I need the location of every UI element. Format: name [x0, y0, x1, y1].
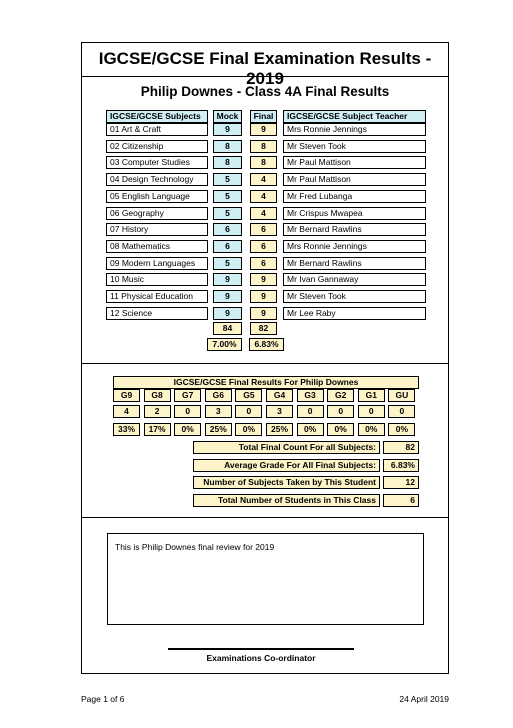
mock-grade: 9 [213, 290, 242, 303]
subject-name: 05 English Language [106, 190, 208, 203]
report-title: IGCSE/GCSE Final Examination Results - 2019 [98, 49, 432, 88]
mock-grade: 6 [213, 240, 242, 253]
teacher-header: IGCSE/GCSE Subject Teacher [283, 110, 426, 123]
subject-name: 07 History [106, 223, 208, 236]
subject-name: 06 Geography [106, 207, 208, 220]
mock-total: 84 [213, 322, 242, 335]
stat-label: Total Number of Students in This Class [193, 494, 380, 507]
final-grade: 4 [250, 173, 277, 186]
stat-value: 12 [383, 476, 419, 489]
mock-header: Mock [213, 110, 242, 123]
subject-name: 01 Art & Craft [106, 123, 208, 136]
subject-name: 04 Design Technology [106, 173, 208, 186]
subject-teacher: Mr Crispus Mwapea [283, 207, 426, 220]
subject-name: 02 Citizenship [106, 140, 208, 153]
mock-average: 7.00% [207, 338, 242, 351]
report-subtitle: Philip Downes - Class 4A Final Results [140, 84, 390, 99]
final-total: 82 [250, 322, 277, 335]
mock-grade: 9 [213, 123, 242, 136]
grade-label: G5 [235, 389, 262, 402]
final-header: Final [250, 110, 277, 123]
grade-percent: 17% [144, 423, 171, 436]
grade-percent: 0% [388, 423, 415, 436]
stat-value: 6.83% [383, 459, 419, 472]
mock-grade: 5 [213, 207, 242, 220]
stat-value: 6 [383, 494, 419, 507]
grade-label: G4 [266, 389, 293, 402]
footer-date: 24 April 2019 [399, 694, 449, 704]
stat-label: Average Grade For All Final Subjects: [193, 459, 380, 472]
subject-name: 08 Mathematics [106, 240, 208, 253]
grade-count: 3 [266, 405, 293, 418]
grade-percent: 25% [205, 423, 232, 436]
subject-teacher: Mr Paul Mattison [283, 156, 426, 169]
grade-count: 0 [327, 405, 354, 418]
grade-count: 0 [174, 405, 201, 418]
final-grade: 8 [250, 140, 277, 153]
final-grade: 9 [250, 290, 277, 303]
final-grade: 9 [250, 123, 277, 136]
grade-label: G8 [144, 389, 171, 402]
grade-percent: 33% [113, 423, 140, 436]
stat-label: Number of Subjects Taken by This Student [193, 476, 380, 489]
subject-teacher: Mr Steven Took [283, 290, 426, 303]
subject-teacher: Mr Paul Mattison [283, 173, 426, 186]
mock-grade: 9 [213, 273, 242, 286]
subject-teacher: Mr Bernard Rawlins [283, 223, 426, 236]
grade-summary-title: IGCSE/GCSE Final Results For Philip Downes [113, 376, 419, 389]
grade-count: 2 [144, 405, 171, 418]
grade-label: G2 [327, 389, 354, 402]
subject-teacher: Mrs Ronnie Jennings [283, 240, 426, 253]
grade-label: GU [388, 389, 415, 402]
grade-count: 0 [388, 405, 415, 418]
grade-percent: 0% [297, 423, 324, 436]
final-average: 6.83% [249, 338, 284, 351]
subject-teacher: Mr Steven Took [283, 140, 426, 153]
grade-percent: 25% [266, 423, 293, 436]
grade-percent: 0% [174, 423, 201, 436]
subject-name: 10 Music [106, 273, 208, 286]
grade-percent: 0% [327, 423, 354, 436]
final-grade: 6 [250, 257, 277, 270]
final-grade: 9 [250, 273, 277, 286]
mock-grade: 9 [213, 307, 242, 320]
section-divider-1 [81, 363, 449, 364]
grade-count: 4 [113, 405, 140, 418]
subjects-header: IGCSE/GCSE Subjects [106, 110, 208, 123]
mock-grade: 8 [213, 140, 242, 153]
stat-value: 82 [383, 441, 419, 454]
section-divider-2 [81, 517, 449, 518]
mock-grade: 6 [213, 223, 242, 236]
grade-label: G6 [205, 389, 232, 402]
subject-teacher: Mr Lee Raby [283, 307, 426, 320]
subject-teacher: Mr Fred Lubanga [283, 190, 426, 203]
mock-grade: 5 [213, 173, 242, 186]
signature-label: Examinations Co-ordinator [206, 653, 316, 663]
grade-count: 0 [358, 405, 385, 418]
grade-label: G1 [358, 389, 385, 402]
grade-label: G3 [297, 389, 324, 402]
grade-count: 0 [235, 405, 262, 418]
final-grade: 9 [250, 307, 277, 320]
final-grade: 6 [250, 240, 277, 253]
grade-percent: 0% [358, 423, 385, 436]
subject-name: 12 Science [106, 307, 208, 320]
final-grade: 8 [250, 156, 277, 169]
subject-teacher: Mrs Ronnie Jennings [283, 123, 426, 136]
subject-name: 03 Computer Studies [106, 156, 208, 169]
mock-grade: 5 [213, 190, 242, 203]
grade-label: G7 [174, 389, 201, 402]
subject-teacher: Mr Ivan Gannaway [283, 273, 426, 286]
grade-label: G9 [113, 389, 140, 402]
subject-teacher: Mr Bernard Rawlins [283, 257, 426, 270]
final-grade: 4 [250, 207, 277, 220]
grade-percent: 0% [235, 423, 262, 436]
final-grade: 6 [250, 223, 277, 236]
signature-line [168, 648, 354, 650]
mock-grade: 8 [213, 156, 242, 169]
review-text: This is Philip Downes final review for 2019 [115, 542, 275, 552]
grade-count: 3 [205, 405, 232, 418]
review-box [107, 533, 424, 625]
stat-label: Total Final Count For all Subjects: [193, 441, 380, 454]
grade-count: 0 [297, 405, 324, 418]
footer-page: Page 1 of 6 [81, 694, 125, 704]
mock-grade: 5 [213, 257, 242, 270]
subject-name: 09 Modern Languages [106, 257, 208, 270]
final-grade: 4 [250, 190, 277, 203]
subject-name: 11 Physical Education [106, 290, 208, 303]
